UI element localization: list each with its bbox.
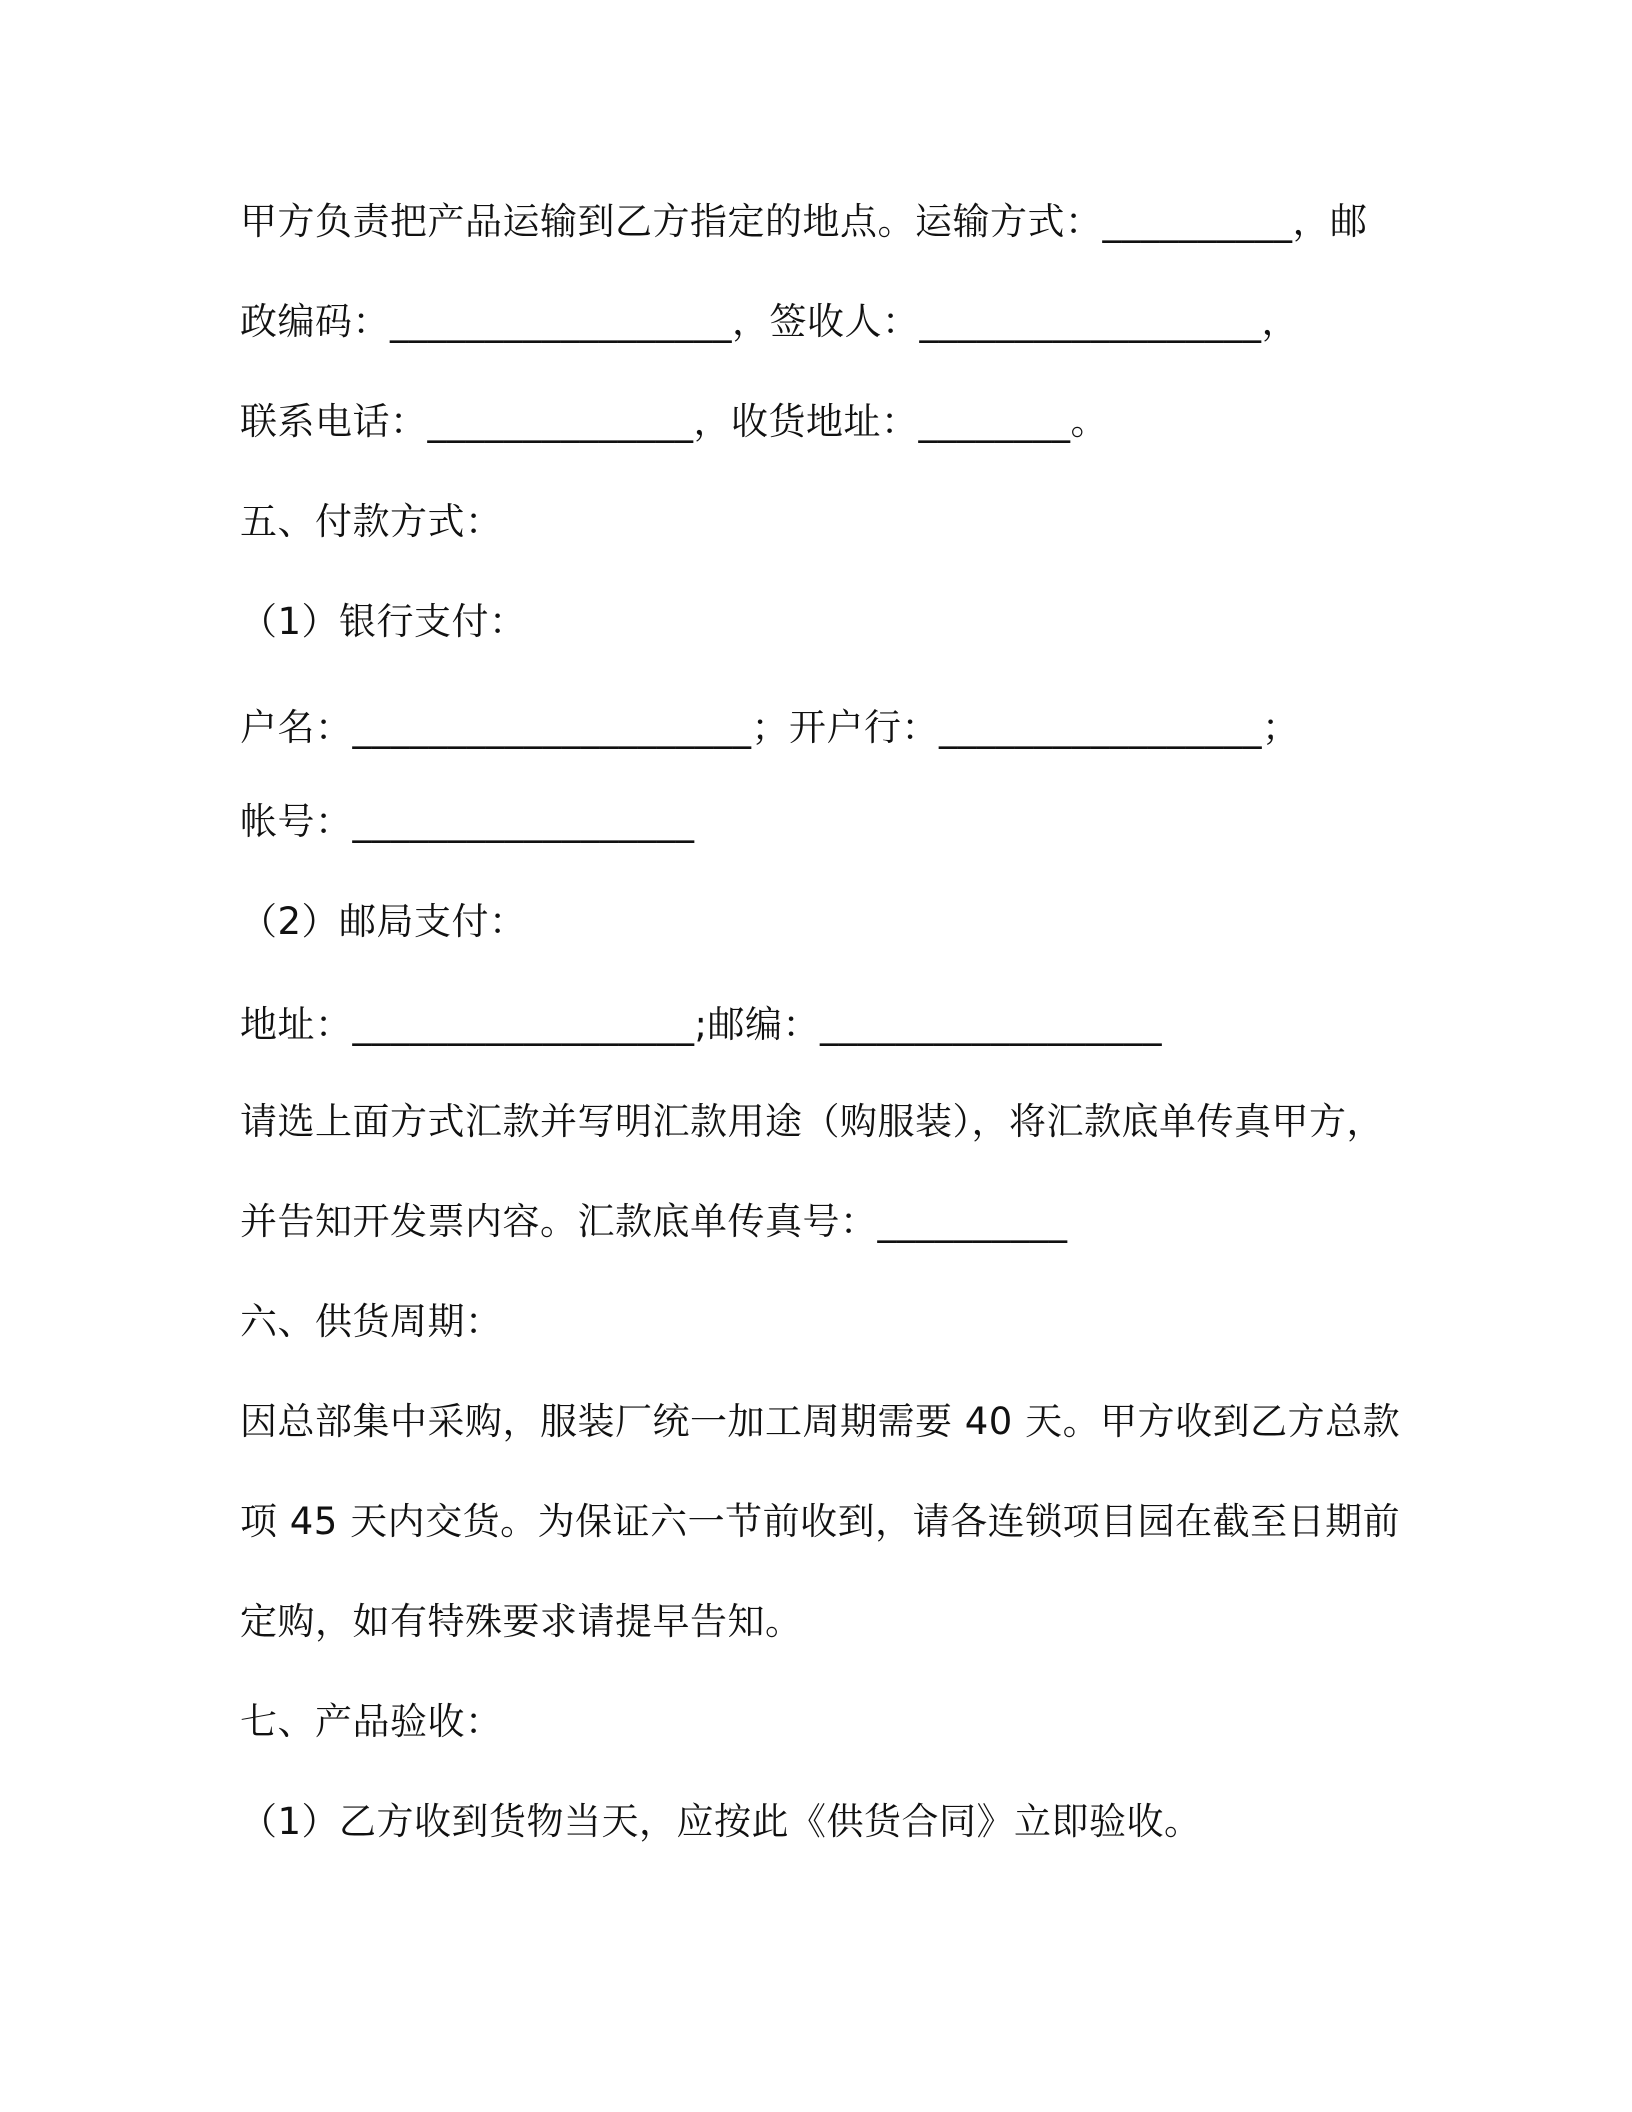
text-line-account-name-bank: 户名：_____________________；开户行：_________________； [240,706,1300,749]
text-line-transport: 甲方负责把产品运输到乙方指定的地点。运输方式：__________，邮 [240,200,1368,243]
text-line-account-number: 帐号：__________________ [240,800,695,843]
subheading-post-payment: （2）邮局支付： [240,900,527,943]
text-line-fax-number: 并告知开发票内容。汇款底单传真号：__________ [240,1200,1068,1243]
text-line-address-postcode: 地址：__________________;邮编：__________________ [240,1003,1162,1046]
text-line-postcode-receiver: 政编码：__________________，签收人：__________________， [240,300,1299,343]
text-line-acceptance-1: （1）乙方收到货物当天，应按此《供货合同》立即验收。 [240,1800,1202,1843]
text-line-supply-period-2: 项 45 天内交货。为保证六一节前收到，请各连锁项目园在截至日期前 [240,1500,1401,1543]
text-line-supply-period-1: 因总部集中采购，服装厂统一加工周期需要 40 天。甲方收到乙方总款 [240,1400,1401,1443]
section-heading-acceptance: 七、产品验收： [240,1700,503,1743]
text-line-phone-address: 联系电话：______________，收货地址：________。 [240,400,1108,443]
section-heading-supply-period: 六、供货周期： [240,1300,503,1343]
text-line-remittance-instruction: 请选上面方式汇款并写明汇款用途（购服装），将汇款底单传真甲方， [240,1100,1384,1143]
text-line-supply-period-3: 定购，如有特殊要求请提早告知。 [240,1600,803,1643]
subheading-bank-payment: （1）银行支付： [240,600,527,643]
section-heading-payment: 五、付款方式： [240,500,503,543]
